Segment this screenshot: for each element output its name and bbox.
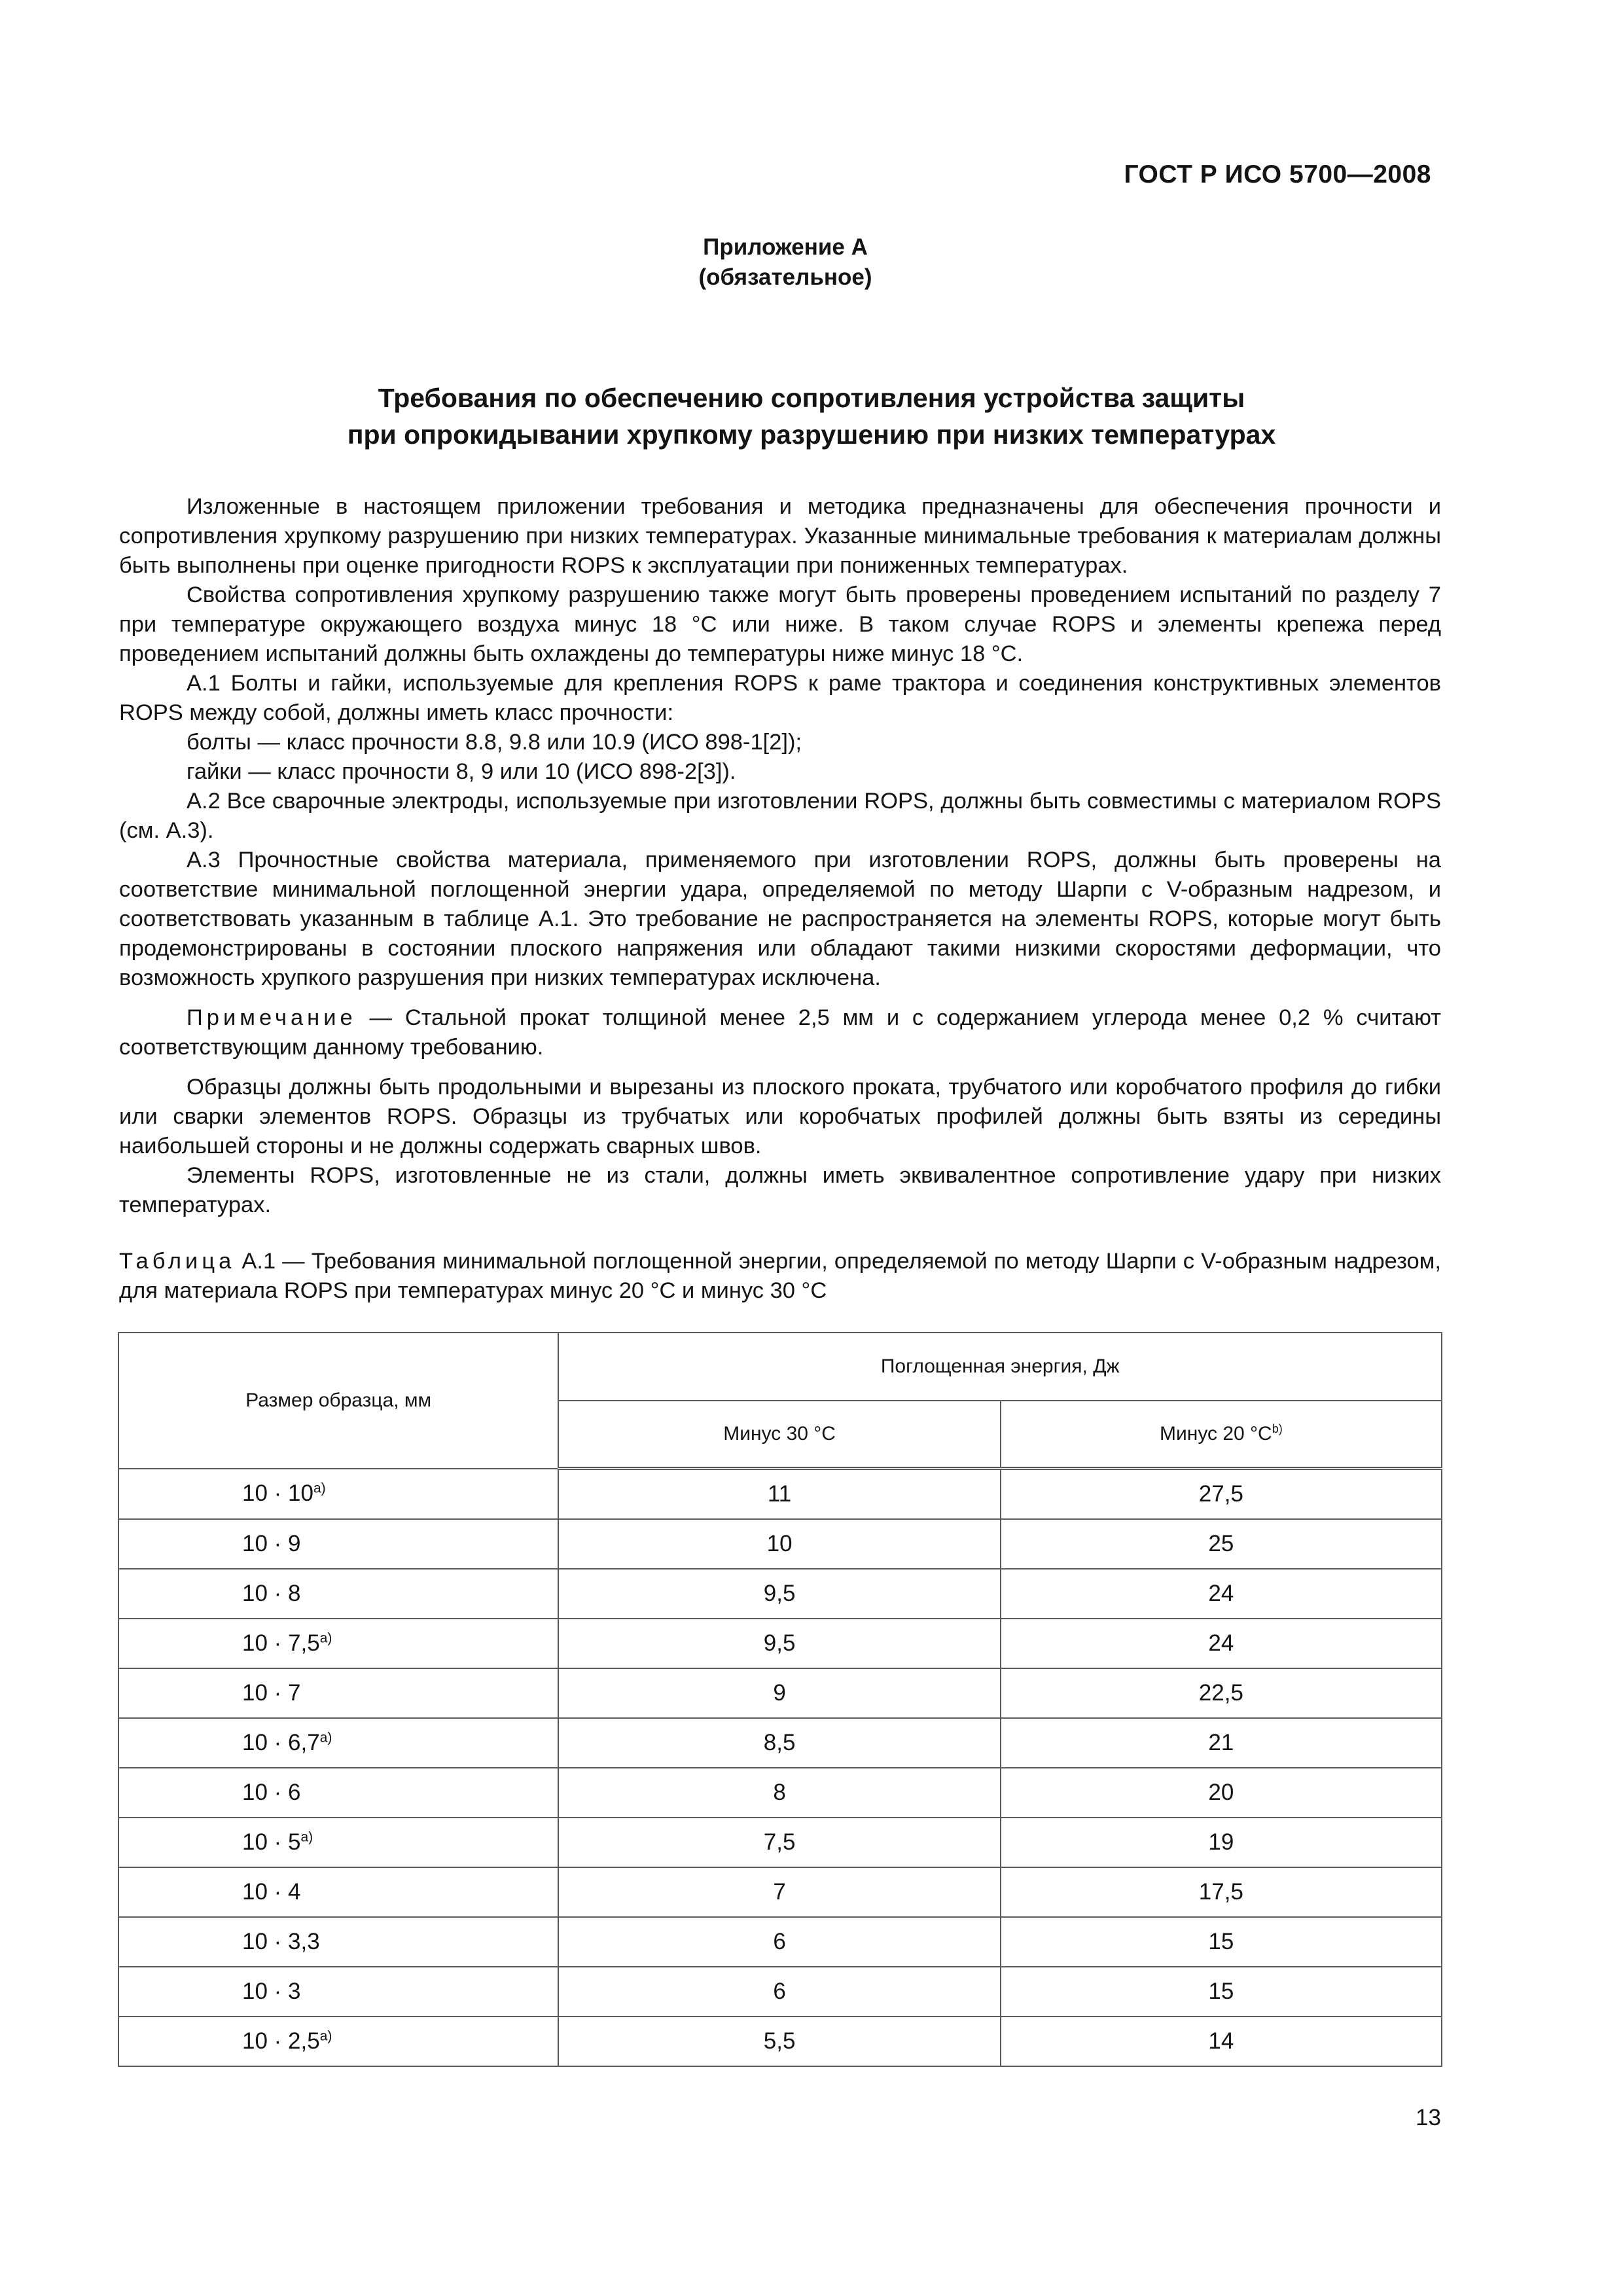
header-minus-30: Минус 30 °С [558,1401,1000,1469]
specimen-size-footnote: a) [300,1829,313,1845]
cell-energy-minus-30: 9 [558,1668,1000,1718]
cell-energy-minus-30: 6 [558,1967,1000,2017]
header-minus-20-label: Минус 20 °С [1160,1423,1272,1444]
cell-energy-minus-30: 9,5 [558,1569,1000,1619]
cell-specimen-size [118,1469,558,1520]
specimen-size-value: 10 · 6,7 [242,1730,320,1755]
specimen-size-value: 10 · 8 [242,1581,301,1606]
table-row [118,1818,1442,1867]
specimen-size-value: 10 · 10 [242,1480,313,1507]
clause-a1-bolts: болты — класс прочности 8.8, 9.8 или 10.9 (ИСО 898-1[2]); [187,730,802,755]
cell-energy-minus-30: 7 [558,1867,1000,1917]
page-number: 13 [1416,2105,1441,2130]
cell-energy-minus-30: 5,5 [558,2017,1000,2066]
cell-energy-minus-30: 8,5 [558,1718,1000,1768]
table-row [118,1668,1442,1718]
specimen-size-footnote: a) [319,2028,332,2044]
paragraph-test-alternative: Свойства сопротивления хрупкому разрушению также могут быть проверены проведением испытаний по разделу 7 при температуре окружающего воздуха минус 18 °С или ниже. В таком случае ROPS и элементы крепежа перед проведением испытаний должны быть охлаждены до температуры ниже минус 18 °С. [119,583,1441,666]
cell-energy-minus-20: 20 [1001,1768,1442,1818]
cell-specimen-size [118,1519,558,1569]
cell-specimen-size [118,1768,558,1818]
header-specimen-size: Размер образца, мм [118,1333,558,1469]
note-label: Примечание [187,1005,357,1030]
cell-energy-minus-20: 15 [1001,1967,1442,2017]
cell-energy-minus-20: 15 [1001,1917,1442,1967]
cell-energy-minus-20: 21 [1001,1718,1442,1768]
table-row [118,1768,1442,1818]
specimen-size-value: 10 · 3 [242,1979,301,2004]
table-row [118,2017,1442,2066]
annex-label: Приложение А [703,234,868,260]
annex-status: (обязательное) [698,264,872,290]
specimen-size-value: 10 · 5 [242,1829,301,1855]
cell-specimen-size [118,2017,558,2066]
cell-specimen-size [118,1668,558,1718]
annex-title [0,380,1623,453]
specimen-size-value: 10 · 7 [242,1680,301,1706]
specimen-size-value: 10 · 7,5 [242,1630,320,1656]
specimen-size-value: 10 · 6 [242,1780,301,1805]
cell-energy-minus-20: 24 [1001,1619,1442,1668]
header-absorbed-energy: Поглощенная энергия, Дж [558,1333,1442,1401]
cell-specimen-size [118,1818,558,1867]
cell-energy-minus-20: 24 [1001,1569,1442,1619]
cell-energy-minus-30: 7,5 [558,1818,1000,1867]
cell-specimen-size [118,1917,558,1967]
standard-designation: ГОСТ Р ИСО 5700—2008 [1124,160,1431,188]
table-row [118,1867,1442,1917]
cell-specimen-size [118,1718,558,1768]
note-text: — Стальной прокат толщиной менее 2,5 мм и с содержанием углерода менее 0,2 % считают соответствующим данному требованию. [119,1005,1441,1060]
body-text [119,492,1441,1220]
cell-specimen-size [118,1619,558,1668]
clause-a1: А.1 Болты и гайки, используемые для крепления ROPS к раме трактора и соединения конструктивных элементов ROPS между собой, должны иметь класс прочности: [119,671,1441,725]
charpy-energy-table [118,1332,1442,2067]
specimen-size-footnote: a) [319,1730,332,1746]
table-caption [119,1247,1441,1306]
table-caption-label: Таблица [119,1249,236,1274]
table-row [118,1569,1442,1619]
cell-energy-minus-20: 17,5 [1001,1867,1442,1917]
cell-energy-minus-30: 8 [558,1768,1000,1818]
specimen-size-footnote: a) [313,1480,326,1496]
annex-heading [0,232,1623,293]
specimen-size-footnote: a) [319,1630,332,1646]
table-row [118,1718,1442,1768]
table-caption-text: А.1 — Требования минимальной поглощенной энергии, определяемой по методу Шарпи с V-образным надрезом, для материала ROPS при температурах минус 20 °С и минус 30 °С [119,1249,1441,1303]
header-minus-20 [1001,1401,1442,1469]
paragraph-specimens: Образцы должны быть продольными и вырезаны из плоского проката, трубчатого или коробчатого профиля до гибки или сварки элементов ROPS. Образцы из трубчатых или коробчатых профилей должны быть взяты из середины наибольшей стороны и не должны содержать сварных швов. [119,1075,1441,1158]
cell-specimen-size [118,1967,558,2017]
cell-energy-minus-20: 14 [1001,2017,1442,2066]
table-row [118,1967,1442,2017]
paragraph-intro: Изложенные в настоящем приложении требования и методика предназначены для обеспечения прочности и сопротивления хрупкому разрушению при низких температурах. Указанные минимальные требования к материалам должны быть выполнены при оценке пригодности ROPS к эксплуатации при пониженных температурах. [119,494,1441,578]
specimen-size-value: 10 · 2,5 [242,2028,320,2054]
cell-energy-minus-20: 25 [1001,1519,1442,1569]
cell-specimen-size [118,1569,558,1619]
cell-energy-minus-30: 6 [558,1917,1000,1967]
paragraph-non-steel: Элементы ROPS, изготовленные не из стали, должны иметь эквивалентное сопротивление удару при низких температурах. [119,1163,1441,1217]
table-row [118,1917,1442,1967]
clause-a1-nuts: гайки — класс прочности 8, 9 или 10 (ИСО 898-2[3]). [187,759,736,784]
clause-a2: А.2 Все сварочные электроды, используемые при изготовлении ROPS, должны быть совместимы с материалом ROPS (см. А.3). [119,789,1441,843]
clause-a3: А.3 Прочностные свойства материала, применяемого при изготовлении ROPS, должны быть проверены на соответствие минимальной поглощенной энергии удара, определяемой по методу Шарпи с V-образным надрезом, и соответствовать указанным в таблице А.1. Это требование не распространяется на элементы ROPS, которые могут быть продемонстрированы в состоянии плоского напряжения или обладают такими низкими скоростями деформации, что возможность хрупкого разрушения при низких температурах исключена. [119,848,1441,990]
cell-specimen-size [118,1867,558,1917]
cell-energy-minus-30: 9,5 [558,1619,1000,1668]
specimen-size-value: 10 · 9 [242,1531,301,1556]
header-minus-20-footnote: b) [1272,1422,1283,1436]
table-row [118,1519,1442,1569]
specimen-size-value: 10 · 3,3 [242,1929,320,1954]
specimen-size-value: 10 · 4 [242,1879,301,1905]
table-row [118,1619,1442,1668]
table-body [118,1469,1442,2067]
cell-energy-minus-20: 19 [1001,1818,1442,1867]
annex-title-line2: при опрокидывании хрупкому разрушению при низких температурах [347,420,1276,450]
cell-energy-minus-30: 11 [558,1469,1000,1520]
cell-energy-minus-20: 27,5 [1001,1469,1442,1520]
cell-energy-minus-20: 22,5 [1001,1668,1442,1718]
table-row [118,1469,1442,1520]
note [119,1003,1441,1062]
annex-title-line1: Требования по обеспечению сопротивления устройства защиты [378,383,1245,413]
cell-energy-minus-30: 10 [558,1519,1000,1569]
